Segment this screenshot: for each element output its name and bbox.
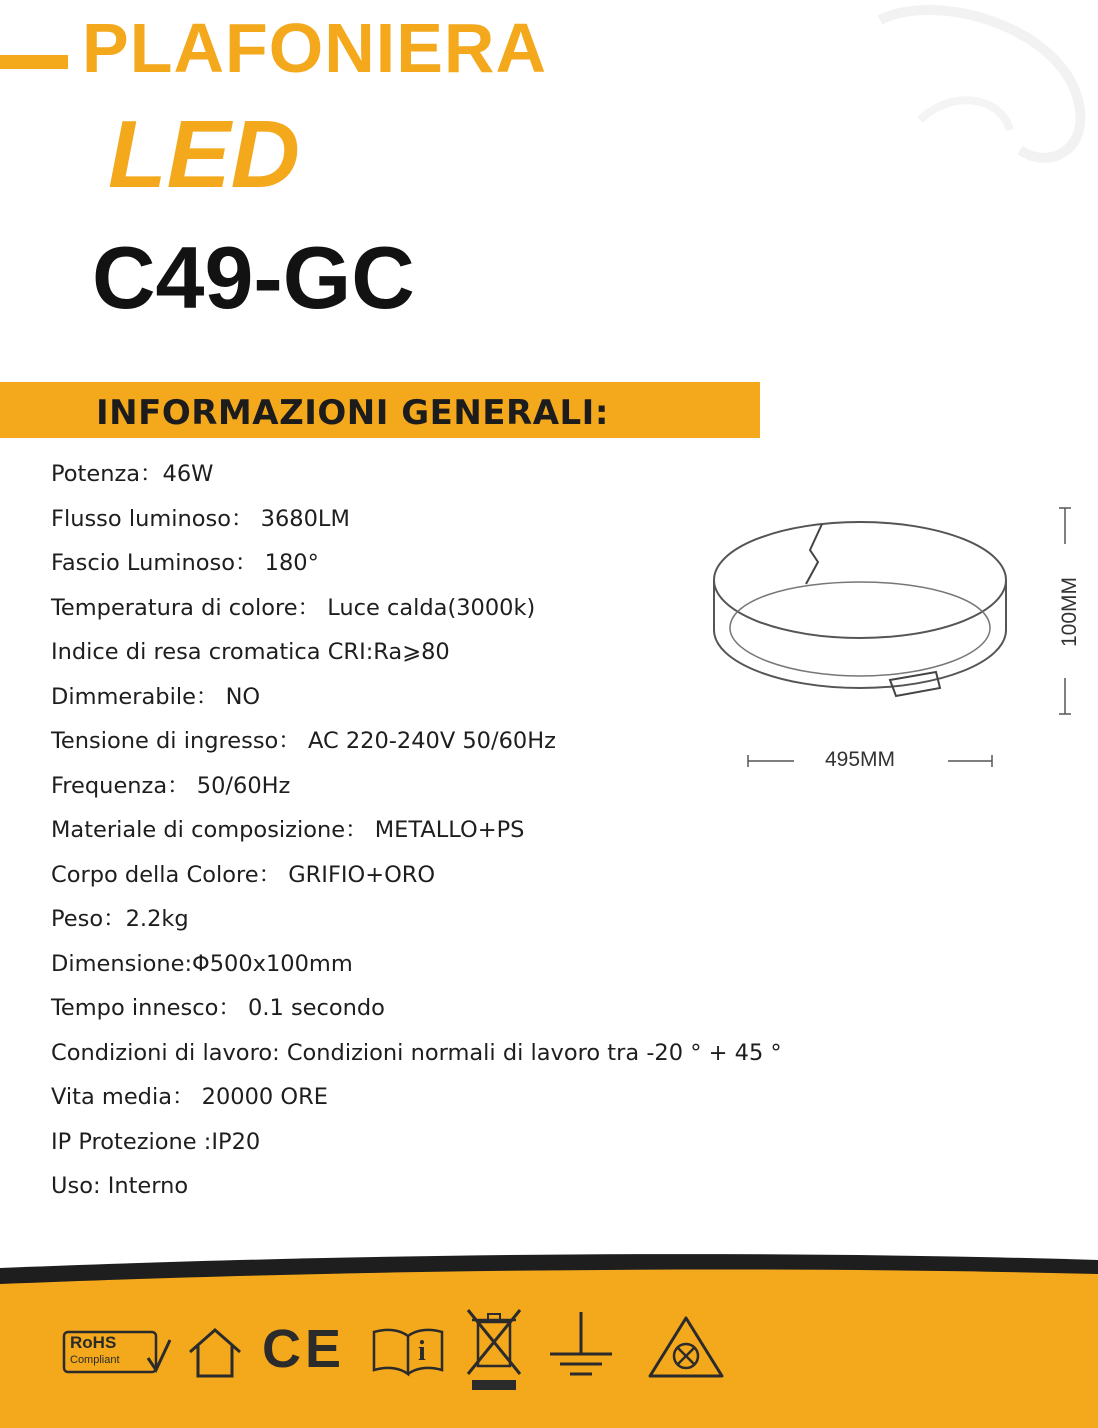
product-type-title: LED bbox=[108, 101, 300, 208]
product-dimension-drawing bbox=[700, 500, 1098, 790]
spec-start-time: Tempo innesco： 0.1 secondo bbox=[51, 995, 385, 1021]
rohs-icon bbox=[62, 1328, 172, 1378]
header-accent-bar bbox=[0, 55, 68, 69]
spec-lifetime: Vita media： 20000 ORE bbox=[51, 1084, 328, 1110]
ground-icon bbox=[546, 1310, 616, 1382]
spec-dimmable: Dimmerabile： NO bbox=[51, 683, 261, 710]
spec-cri: Indice di resa cromatica CRI:Ra⩾80 bbox=[51, 639, 450, 665]
spec-material: Materiale di composizione： METALLO+PS bbox=[51, 817, 525, 843]
spec-frequency: Frequenza： 50/60Hz bbox=[51, 772, 291, 799]
spec-beam-angle: Fascio Luminoso： 180° bbox=[51, 550, 319, 576]
spec-list bbox=[51, 452, 782, 1209]
width-dimension-label: 495MM bbox=[824, 748, 896, 771]
certification-icons bbox=[0, 1290, 1098, 1400]
ce-mark-icon bbox=[262, 1318, 352, 1382]
spec-weight: Peso：2.2kg bbox=[51, 906, 189, 932]
spec-body-color: Corpo della Colore： GRIFIO+ORO bbox=[51, 861, 436, 888]
manual-info-icon bbox=[370, 1326, 446, 1378]
manual-info-label: i bbox=[418, 1336, 426, 1367]
section-title: INFORMAZIONI GENERALI: bbox=[96, 393, 609, 433]
indoor-house-icon bbox=[186, 1324, 244, 1382]
background-swirl-decoration bbox=[820, 0, 1098, 200]
product-category-title: PLAFONIERA bbox=[82, 9, 547, 87]
ce-label: CE bbox=[262, 1319, 346, 1379]
spec-working-conditions: Condizioni di lavoro: Condizioni normali di lavoro tra -20 ° + 45 ° bbox=[51, 1039, 782, 1066]
spec-usage: Uso: Interno bbox=[51, 1173, 189, 1199]
spec-input-voltage: Tensione di ingresso： AC 220-240V 50/60Hz bbox=[51, 728, 556, 754]
spec-luminous-flux: Flusso luminoso： 3680LM bbox=[51, 505, 350, 532]
spec-color-temperature: Temperatura di colore： Luce calda(3000k) bbox=[51, 594, 536, 621]
spec-dimension: Dimensione:Φ500x100mm bbox=[51, 950, 353, 977]
spec-ip-rating: IP Protezione :IP20 bbox=[51, 1128, 261, 1155]
weee-bin-icon bbox=[464, 1306, 524, 1392]
no-insulation-cover-icon bbox=[646, 1314, 726, 1382]
rohs-compliant-label: Compliant bbox=[70, 1354, 120, 1366]
height-dimension-label: 100MM bbox=[1058, 576, 1081, 648]
spec-power: Potenza：46W bbox=[51, 461, 214, 487]
model-code: C49-GC bbox=[92, 228, 415, 327]
rohs-label: RoHS bbox=[70, 1333, 117, 1352]
